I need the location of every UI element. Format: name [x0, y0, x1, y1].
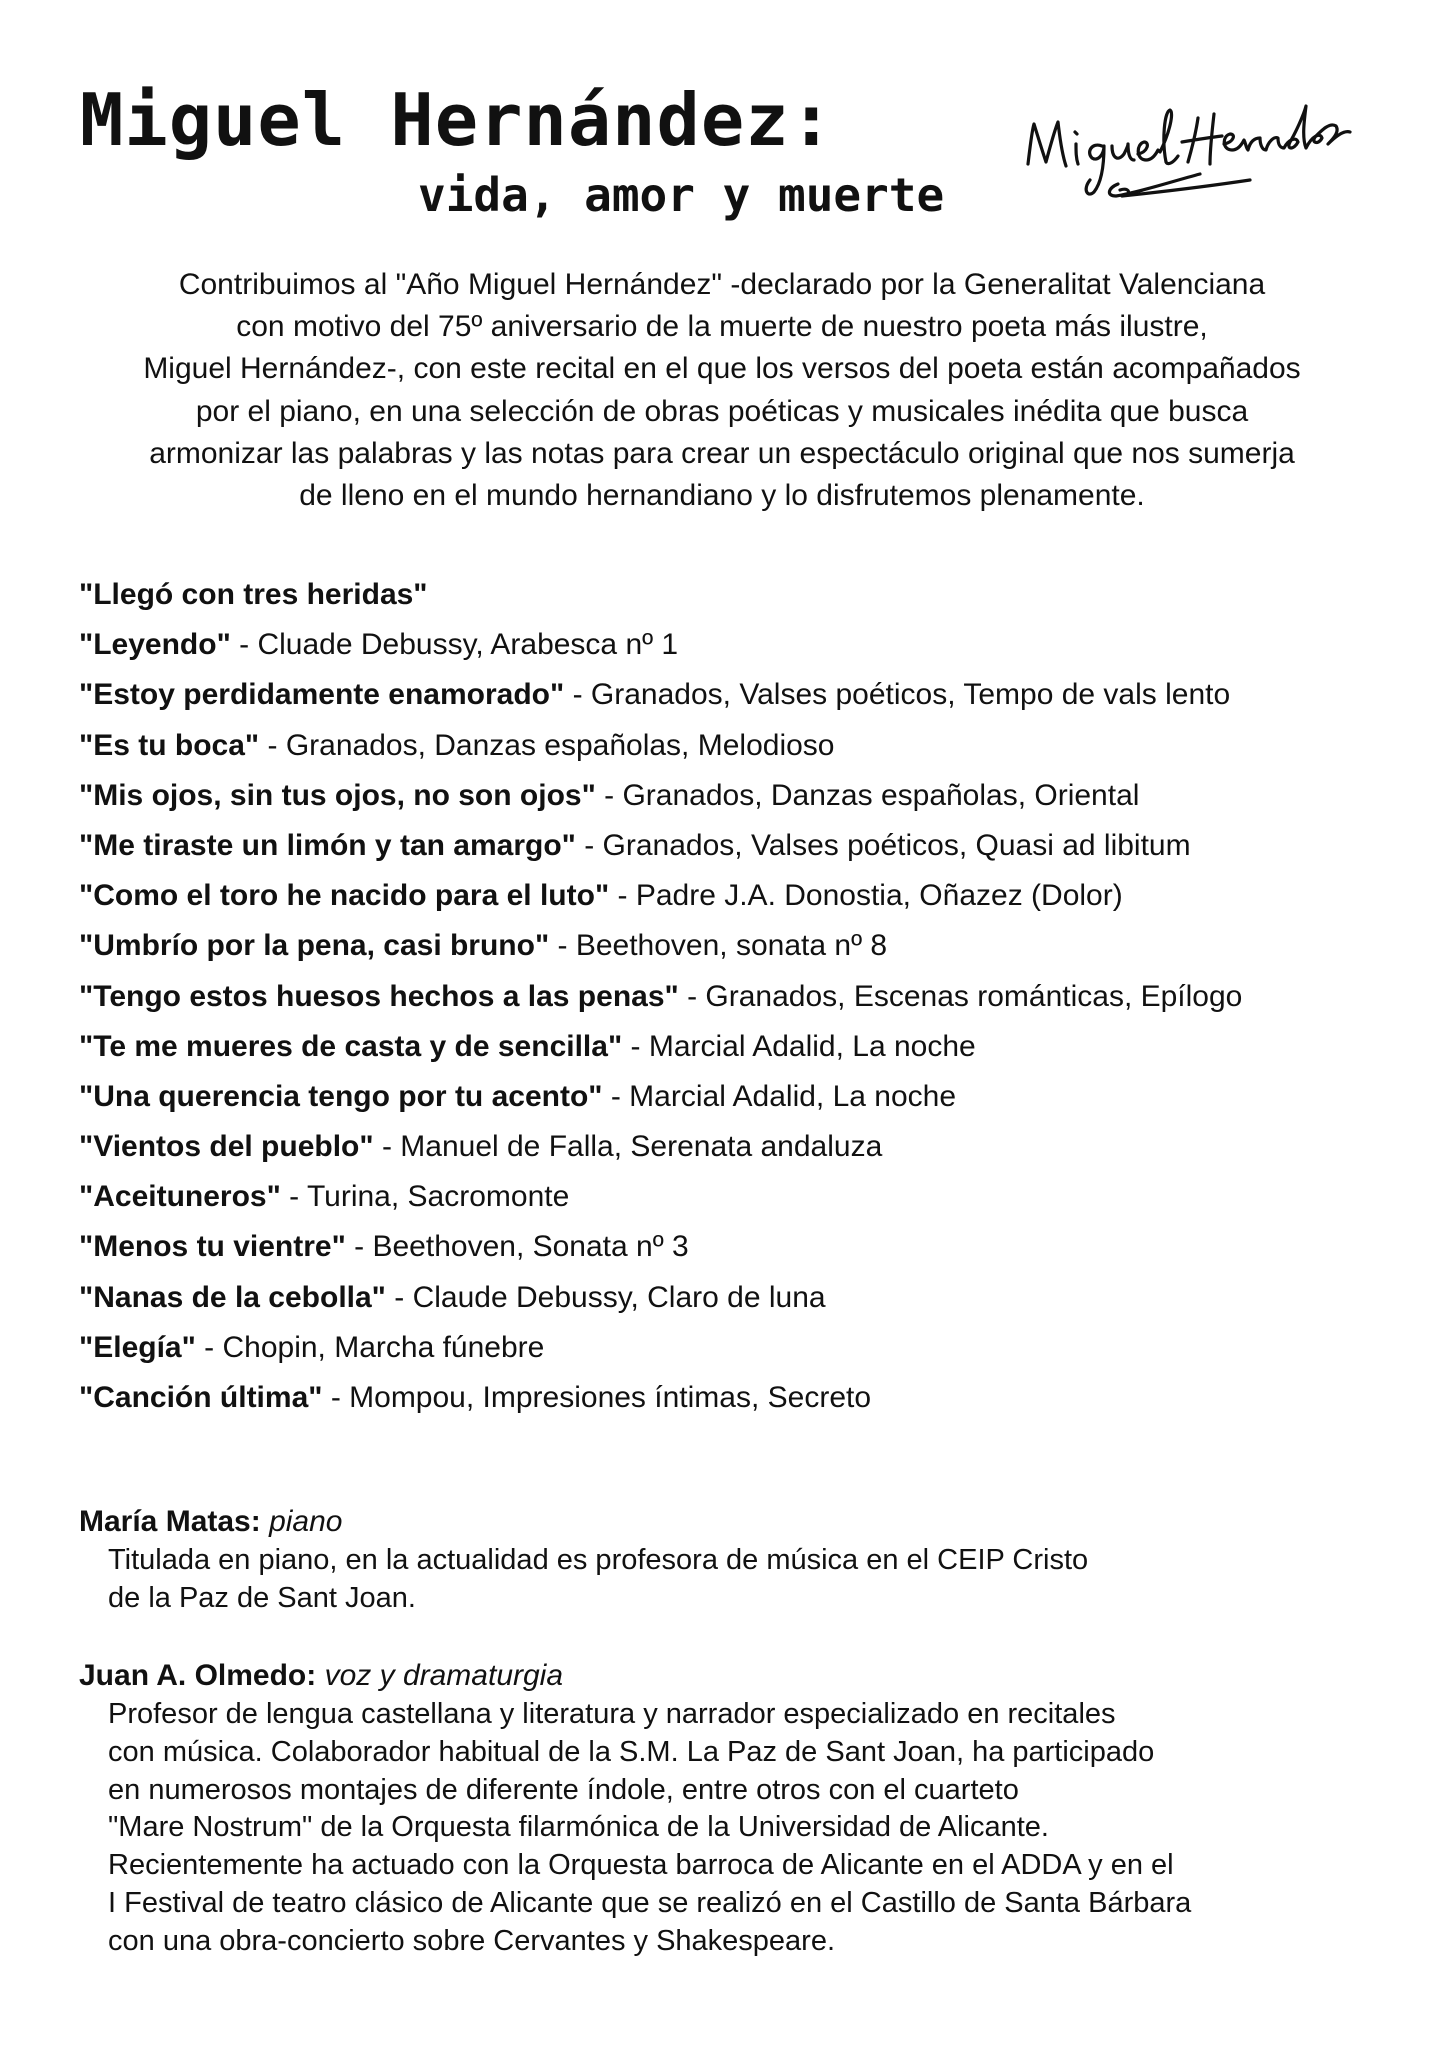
- music-piece: - Turina, Sacromonte: [280, 1180, 570, 1214]
- poem-title: "Leyendo": [79, 628, 231, 662]
- poem-title: "Umbrío por la pena, casi bruno": [79, 929, 550, 963]
- performer-role: voz y dramaturgia: [324, 1659, 564, 1692]
- music-piece: - Mompou, Impresiones íntimas, Secreto: [322, 1381, 872, 1414]
- program-item: [79, 1222, 1409, 1272]
- bio-line: con música. Colaborador habitual de la S.M. La Paz de Sant Joan, ha participado: [108, 1735, 1155, 1768]
- program-item: [79, 1273, 1409, 1323]
- music-piece: - Manuel de Falla, Serenata andaluza: [373, 1130, 883, 1164]
- poem-title: "Elegía": [79, 1330, 196, 1364]
- program-item: [79, 821, 1409, 871]
- program-item: [79, 1022, 1409, 1072]
- program-item: [79, 1323, 1409, 1373]
- intro-line: con motivo del 75º aniversario de la muerte de nuestro poeta más ilustre,: [236, 310, 1208, 344]
- program-item: [79, 1172, 1409, 1222]
- poem-title: "Es tu boca": [79, 728, 260, 762]
- bio-line: Titulada en piano, en la actualidad es profesora de música en el CEIP Cristo: [108, 1544, 1089, 1576]
- intro-line: Miguel Hernández-, con este recital en el que los versos del poeta están acompañados: [143, 352, 1301, 386]
- document-title: Miguel Hernández:: [80, 78, 834, 162]
- music-piece: - Beethoven, sonata nº 8: [549, 929, 888, 963]
- performer-heading: [79, 1656, 1379, 1696]
- poem-title: "Mis ojos, sin tus ojos, no son ojos": [79, 778, 596, 812]
- music-piece: - Marcial Adalid, La noche: [602, 1079, 957, 1113]
- poem-title: "Como el toro he nacido para el luto": [79, 879, 610, 913]
- performer-name: María Matas:: [79, 1505, 261, 1538]
- music-piece: - Granados, Valses poéticos, Tempo de vals lento: [564, 678, 1231, 712]
- signature-image: [1010, 92, 1390, 222]
- bio-line: Recientemente ha actuado con la Orquesta barroca de Alicante en el ADDA y en el: [108, 1849, 1174, 1882]
- program-item: [79, 570, 1409, 620]
- program-item: [79, 771, 1409, 821]
- program-item: [79, 721, 1409, 771]
- music-piece: - Granados, Valses poéticos, Quasi ad libitum: [575, 828, 1191, 862]
- music-piece: - Claude Debussy, Claro de luna: [385, 1280, 826, 1314]
- bio-line: de la Paz de Sant Joan.: [108, 1581, 416, 1614]
- performer-bio: [79, 1696, 1379, 1961]
- program-item: [79, 670, 1409, 720]
- poem-title: "Canción última": [79, 1381, 323, 1414]
- poem-title: "Llegó con tres heridas": [79, 578, 428, 611]
- poem-title: "Te me mueres de casta y de sencilla": [79, 1029, 623, 1063]
- program-item: [79, 1122, 1409, 1172]
- performer-narrator: [79, 1656, 1379, 1961]
- performer-bio: [79, 1542, 1379, 1618]
- intro-paragraph: [70, 264, 1374, 517]
- bio-line: Profesor de lengua castellana y literatura y narrador especializado en recitales: [108, 1698, 1116, 1730]
- performer-heading: [79, 1502, 1379, 1542]
- performer-name: Juan A. Olmedo:: [79, 1659, 317, 1692]
- music-piece: - Granados, Danzas españolas, Melodioso: [259, 728, 835, 762]
- program-item: [79, 1373, 1409, 1423]
- program-item: [79, 921, 1409, 971]
- poem-title: "Menos tu vientre": [79, 1230, 346, 1264]
- music-piece: - Padre J.A. Donostia, Oñazez (Dolor): [609, 879, 1123, 913]
- bio-line: "Mare Nostrum" de la Orquesta filarmónica de la Universidad de Alicante.: [108, 1811, 1049, 1844]
- poem-title: "Tengo estos huesos hechos a las penas": [79, 979, 679, 1013]
- performer-role: piano: [269, 1505, 343, 1538]
- music-piece: - Beethoven, Sonata nº 3: [345, 1230, 689, 1264]
- document-subtitle: vida, amor y muerte: [418, 168, 945, 222]
- music-piece: - Granados, Danzas españolas, Oriental: [595, 778, 1140, 812]
- music-piece: - Cluade Debussy, Arabesca nº 1: [230, 628, 679, 662]
- poem-title: "Estoy perdidamente enamorado": [79, 678, 565, 712]
- poem-title: "Una querencia tengo por tu acento": [79, 1079, 603, 1113]
- program-item: [79, 972, 1409, 1022]
- performer-pianist: [79, 1502, 1379, 1618]
- poem-title: "Vientos del pueblo": [79, 1130, 374, 1164]
- music-piece: - Chopin, Marcha fúnebre: [195, 1330, 545, 1364]
- program-list: [79, 570, 1409, 1423]
- intro-line: de lleno en el mundo hernandiano y lo disfrutemos plenamente.: [299, 479, 1145, 513]
- bio-line: en numerosos montajes de diferente índole, entre otros con el cuarteto: [108, 1773, 1019, 1806]
- intro-line: por el piano, en una selección de obras poéticas y musicales inédita que busca: [195, 394, 1249, 428]
- intro-line: armonizar las palabras y las notas para crear un espectáculo original que nos sumerja: [149, 436, 1295, 470]
- program-item: [79, 1072, 1409, 1122]
- intro-line: Contribuimos al "Año Miguel Hernández" -declarado por la Generalitat Valenciana: [178, 268, 1266, 301]
- program-item: [79, 871, 1409, 921]
- music-piece: - Marcial Adalid, La noche: [622, 1029, 976, 1063]
- poem-title: "Me tiraste un limón y tan amargo": [79, 828, 576, 862]
- poem-title: "Aceituneros": [79, 1180, 281, 1214]
- music-piece: - Granados, Escenas románticas, Epílogo: [678, 979, 1243, 1013]
- bio-line: I Festival de teatro clásico de Alicante que se realizó en el Castillo de Santa Bárbara: [108, 1886, 1192, 1919]
- program-item: [79, 620, 1409, 670]
- bio-line: con una obra-concierto sobre Cervantes y Shakespeare.: [108, 1924, 836, 1957]
- poem-title: "Nanas de la cebolla": [79, 1280, 386, 1314]
